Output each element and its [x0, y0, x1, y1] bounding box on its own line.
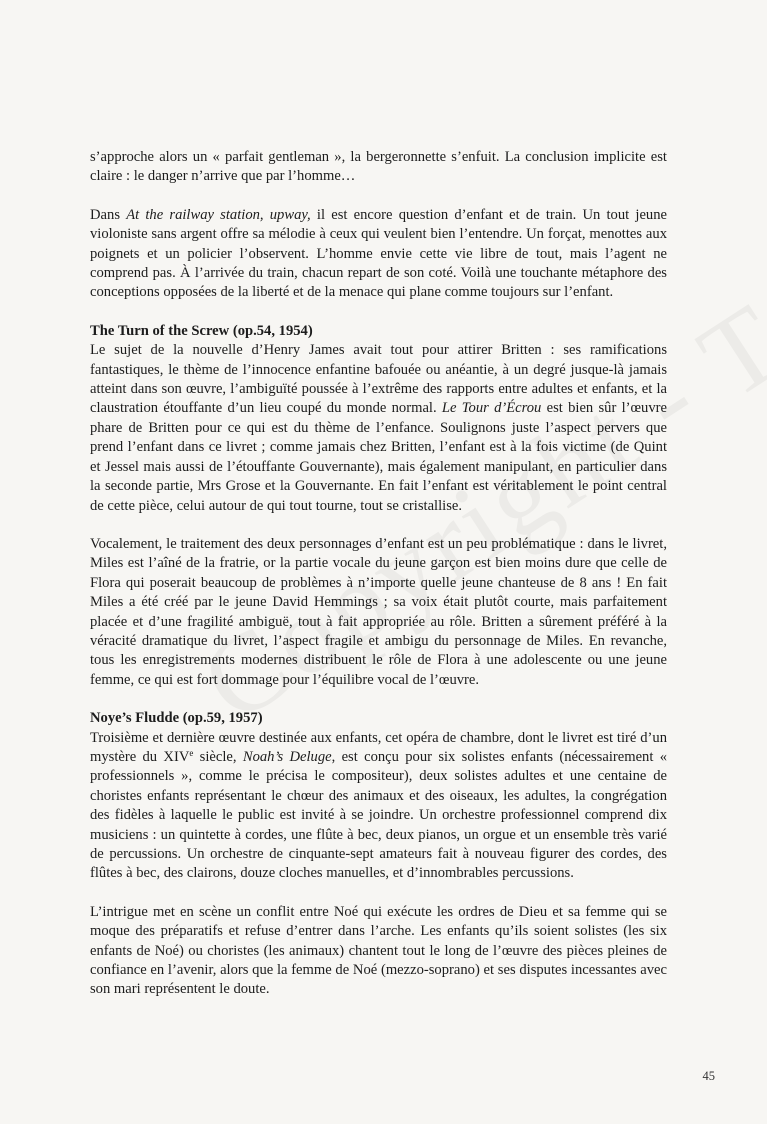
noye-p1-c: , est conçu pour six solistes enfants (nécessairement « professionnels », comme le précisa le compositeur), deux solistes adultes et une centaine de choristes enfants représentant le chœur des animaux et des oiseaux, les adultes, la congrégation des fidèles à laquelle le public est invité à se joindre. Un orchestre professionnel comprend dix musiciens : un quintette à cordes, une flûte à bec, deux pianos, un orgue et un ensemble très varié de percussions. Un orchestre de cinquante-sept amateurs fait à nouveau figurer des cordes, des flûtes à bec, des clairons, douze cloches manuelles, et d’innombrables percussions.: [90, 748, 668, 882]
section-heading-turn-of-the-screw: The Turn of the Screw (op.54, 1954): [90, 322, 313, 339]
turn-paragraph-1: [90, 341, 667, 516]
section-heading-noyes-fludde: Noye’s Fludde (op.59, 1957): [90, 710, 263, 727]
intro-paragraph-1: s’approche alors un « parfait gentleman », la bergeronnette s’enfuit. La conclusion implicite est claire : le danger n’arrive que par l’homme…: [90, 149, 667, 185]
turn-p1-pre: Le sujet de la nouvelle d’Henry James avait tout pour attirer Britten : ses ramifications fantastiques, le thème de l’innocence enfantine bafouée ou anéantie, à un degré jusque-là jamais atteint dans son œuvre, l’ambiguïté poussée à l’extrême des rapports entre adultes et enfants, et la claustration étouffante d’un lieu coupé du monde normal.: [90, 342, 667, 417]
intro-p2-post: il est encore question d’enfant et de train. Un tout jeune violoniste sans argent offre sa mélodie à ceux qui veulent bien l’entendre. Un forçat, menottes aux poignets et un policier l’observent. L’homme envie cette vie libre de tout, mais l’agent ne comprend pas. À l’arrivée du train, chacun repart de son coté. Voilà une touchante métaphore des conceptions opposées de la liberté et de la menace qui plane comme toujours sur l’enfant.: [90, 206, 667, 301]
turn-p1-post: est bien sûr l’œuvre phare de Britten pour ce qui est du thème de l’enfance. Soulignons juste l’aspect pervers que prend l’enfant dans ce livret ; comme jamais chez Britten, l’enfant est à la fois victime (de Quint et Jessel mais aussi de l’étouffante Gouvernante), mais également manipulant, en particulier dans la seconde partie, Mrs Grose et la Gouvernante. En fait l’enfant est véritablement le point central de cette pièce, celui autour de qui tout tourne, tout se cristallise.: [90, 400, 667, 514]
work-title-noahs-deluge: Noah’s Deluge: [242, 748, 332, 765]
century-superscript: e: [189, 747, 194, 758]
noye-paragraph-1: [90, 729, 667, 884]
noye-paragraph-2: L’intrigue met en scène un conflit entre Noé qui exécute les ordres de Dieu et sa femme qui se moque des préparatifs et refuse d’entrer dans l’arche. Les enfants qu’ils soient solistes (les six enfants de Noé) ou choristes (les animaux) chantent tout le long de l’œuvre des pièces pleines de confiance en l’avenir, alors que la femme de Noé (mezzo-soprano) et ses disputes incessantes avec son mari représentent le doute.: [90, 903, 667, 998]
page-body: [90, 148, 667, 1000]
noye-p1-a: Troisième et dernière œuvre destinée aux enfants, cet opéra de chambre, dont le livret est tiré d’un mystère du XIV: [90, 729, 667, 765]
work-title-tour-decrou: Le Tour d’Écrou: [441, 400, 542, 417]
noye-p1-b: siècle,: [193, 748, 243, 765]
intro-p2-pre: Dans: [90, 206, 127, 223]
intro-paragraph-2: [90, 206, 667, 303]
turn-paragraph-2: Vocalement, le traitement des deux personnages d’enfant est un peu problématique : dans le livret, Miles est l’aîné de la fratrie, or la partie vocale du jeune garçon est bien moins dure que celle de Flora qui poserait beaucoup de problèmes à n’importe quelle jeune chanteuse de 8 ans ! En fait Miles a été créé par le jeune David Hemmings ; sa voix était plutôt courte, mais parfaitement placée et d’une fragilité ambiguë, tout à fait appropriée au rôle. Britten a sûrement préféré à la véracité dramatique du livret, l’aspect fragile et ambigu du personnage de Miles. En revanche, tous les enregistrements modernes distribuent le rôle de Flora à une adolescente ou une jeune femme, ce qui est fort dommage pour l’équilibre vocal de l’œuvre.: [90, 535, 667, 688]
page-number: 45: [702, 1069, 715, 1083]
work-title-railway: At the railway station, upway,: [126, 206, 311, 223]
